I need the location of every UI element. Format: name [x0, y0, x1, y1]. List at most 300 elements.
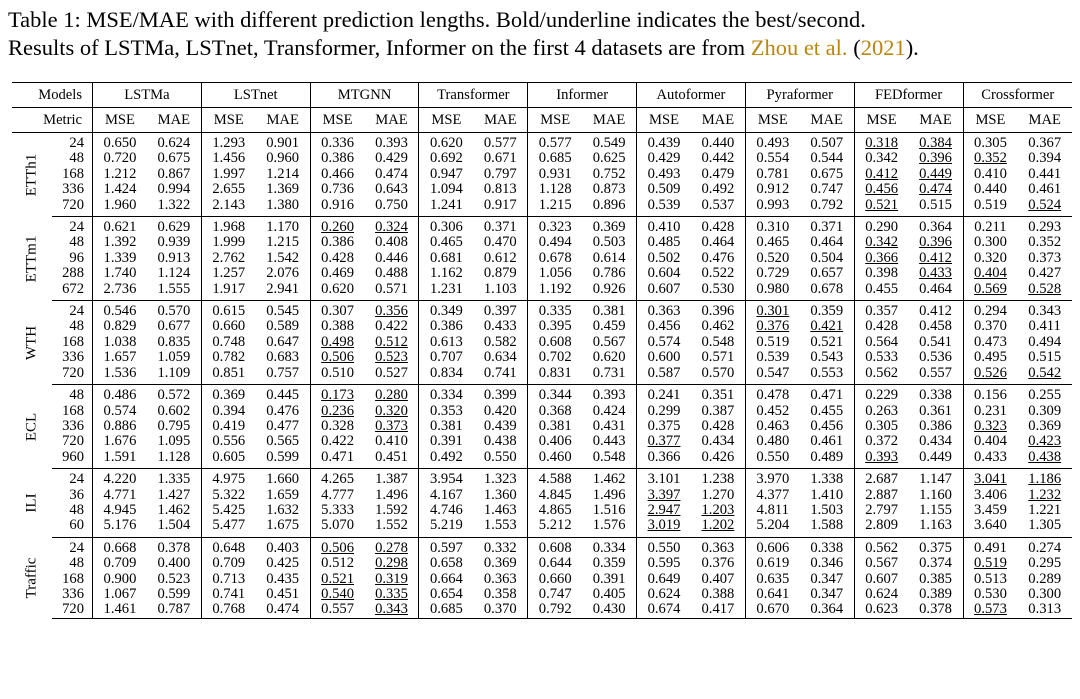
- cell-value: 0.553: [810, 364, 844, 381]
- cell-value: 0.502: [647, 249, 681, 266]
- cell-value: 0.307: [321, 303, 354, 320]
- table-cell: [528, 151, 582, 166]
- table-cell: [256, 419, 310, 434]
- table-cell: [528, 167, 582, 182]
- cell-value: 1.369: [266, 181, 300, 198]
- table-cell: [365, 251, 419, 266]
- cell-value: 0.720: [103, 150, 137, 167]
- cell-value: 0.624: [865, 585, 899, 602]
- cell-value: 0.512: [375, 333, 408, 350]
- model-header: LSTnet: [201, 83, 310, 108]
- table-cell: [365, 537, 419, 556]
- cell-value: 0.428: [865, 318, 899, 335]
- cell-value: 0.741: [212, 585, 246, 602]
- table-cell: [310, 251, 364, 266]
- table-cell: [637, 556, 691, 571]
- cell-value: 1.155: [919, 501, 952, 518]
- table-cell: [1017, 503, 1072, 518]
- table-cell: [854, 556, 908, 571]
- cell-value: 0.786: [592, 265, 626, 282]
- table-cell: [473, 235, 527, 250]
- cell-value: 0.886: [103, 417, 137, 434]
- cell-value: 0.396: [919, 150, 952, 167]
- cell-value: 1.232: [1028, 486, 1062, 503]
- cell-value: 0.597: [429, 539, 463, 556]
- table-cell: [419, 319, 473, 334]
- cell-value: 0.519: [974, 555, 1007, 572]
- table-cell: [745, 572, 799, 587]
- table-cell: [854, 537, 908, 556]
- cell-value: 0.438: [1028, 448, 1062, 465]
- cell-value: 0.404: [974, 433, 1007, 450]
- table-cell: [963, 434, 1017, 449]
- table-cell: [365, 282, 419, 301]
- cell-value: 0.451: [266, 585, 300, 602]
- prediction-length: 168: [52, 335, 92, 350]
- cell-value: 0.300: [974, 234, 1007, 251]
- cell-value: 0.324: [375, 219, 408, 236]
- table-cell: [582, 366, 636, 385]
- cell-value: 0.373: [375, 417, 408, 434]
- table-cell: [745, 350, 799, 365]
- cell-value: 0.301: [756, 303, 790, 320]
- cell-value: 0.526: [974, 364, 1007, 381]
- dataset-label: ETTh1: [23, 153, 40, 197]
- table-cell: [691, 182, 745, 197]
- table-cell: [528, 419, 582, 434]
- cell-value: 0.347: [810, 585, 844, 602]
- cell-value: 3.101: [647, 471, 681, 488]
- table-cell: [147, 404, 201, 419]
- table-cell: [473, 198, 527, 217]
- cell-value: 0.599: [266, 448, 300, 465]
- table-cell: [365, 434, 419, 449]
- table-cell: [93, 572, 147, 587]
- table-cell: [147, 488, 201, 503]
- table-cell: [800, 266, 854, 281]
- caption-paren-close: ).: [905, 35, 919, 60]
- table-cell: [310, 419, 364, 434]
- table-cell: [93, 301, 147, 320]
- cell-value: 0.620: [429, 135, 463, 151]
- cell-value: 0.491: [974, 539, 1007, 556]
- table-cell: [201, 404, 255, 419]
- table-cell: [800, 319, 854, 334]
- cell-value: 0.359: [810, 303, 844, 320]
- cell-value: 1.293: [212, 135, 246, 151]
- table-cell: [256, 556, 310, 571]
- cell-value: 0.456: [865, 181, 899, 198]
- metric-label: Metric: [12, 108, 93, 133]
- table-cell: [854, 133, 908, 152]
- table-cell: [963, 251, 1017, 266]
- cell-value: 2.887: [865, 486, 899, 503]
- cell-value: 0.587: [647, 364, 681, 381]
- table-cell: [909, 556, 963, 571]
- cell-value: 0.391: [429, 433, 463, 450]
- cell-value: 0.434: [919, 433, 952, 450]
- cell-value: 0.479: [701, 165, 735, 182]
- cell-value: 0.456: [810, 417, 844, 434]
- cell-value: 0.412: [865, 165, 899, 182]
- cell-value: 0.310: [756, 219, 790, 236]
- table-cell: [310, 572, 364, 587]
- cell-value: 0.353: [429, 402, 463, 419]
- prediction-length: 720: [52, 198, 92, 217]
- cell-value: 0.834: [429, 364, 463, 381]
- cell-value: 0.912: [756, 181, 790, 198]
- model-header: Pyraformer: [745, 83, 854, 108]
- table-cell: [201, 488, 255, 503]
- cell-value: 0.388: [701, 585, 735, 602]
- cell-value: 0.381: [538, 417, 572, 434]
- table-cell: [201, 469, 255, 488]
- cell-value: 1.917: [212, 280, 246, 297]
- cell-value: 0.449: [919, 448, 952, 465]
- table-cell: [473, 350, 527, 365]
- table-cell: [1017, 518, 1072, 537]
- table-cell: [365, 335, 419, 350]
- cell-value: 0.492: [701, 181, 735, 198]
- metric-header: MAE: [582, 108, 636, 133]
- table-cell: [147, 556, 201, 571]
- cell-value: 0.433: [483, 318, 517, 335]
- cell-value: 0.386: [429, 318, 463, 335]
- dataset-label-cell: [12, 385, 52, 469]
- table-cell: [528, 182, 582, 197]
- metric-header-row: [12, 108, 1072, 133]
- prediction-length: 48: [52, 235, 92, 250]
- cell-value: 4.945: [103, 501, 137, 518]
- table-cell: [691, 537, 745, 556]
- table-cell: [93, 350, 147, 365]
- table-cell: [256, 385, 310, 404]
- cell-value: 0.434: [701, 433, 735, 450]
- table-cell: [582, 572, 636, 587]
- table-cell: [93, 335, 147, 350]
- cell-value: 0.342: [865, 150, 899, 167]
- cell-value: 0.574: [103, 402, 137, 419]
- table-cell: [1017, 469, 1072, 488]
- table-cell: [582, 217, 636, 236]
- cell-value: 0.371: [483, 219, 517, 236]
- table-cell: [691, 301, 745, 320]
- table-cell: [745, 182, 799, 197]
- citation-link-author[interactable]: Zhou et al.: [750, 35, 848, 60]
- table-cell: [473, 518, 527, 537]
- table-cell: [582, 404, 636, 419]
- table-cell: [691, 518, 745, 537]
- cell-value: 0.607: [865, 570, 899, 587]
- cell-value: 0.557: [919, 364, 952, 381]
- table-cell: [93, 133, 147, 152]
- cell-value: 0.544: [810, 150, 844, 167]
- cell-value: 0.648: [212, 539, 246, 556]
- table-cell: [800, 419, 854, 434]
- table-row: [12, 167, 1072, 182]
- cell-value: 0.397: [483, 303, 517, 320]
- cell-value: 0.477: [266, 417, 300, 434]
- cell-value: 1.462: [157, 501, 191, 518]
- cell-value: 0.393: [592, 387, 626, 404]
- table-cell: [365, 404, 419, 419]
- table-cell: [528, 385, 582, 404]
- table-cell: [365, 133, 419, 152]
- cell-value: 0.994: [157, 181, 191, 198]
- table-cell: [637, 419, 691, 434]
- cell-value: 0.685: [538, 150, 572, 167]
- table-cell: [147, 350, 201, 365]
- table-cell: [854, 282, 908, 301]
- cell-value: 1.592: [375, 501, 408, 518]
- cell-value: 1.339: [103, 249, 137, 266]
- table-cell: [582, 301, 636, 320]
- cell-value: 0.494: [538, 234, 572, 251]
- table-cell: [637, 182, 691, 197]
- cell-value: 0.543: [810, 349, 844, 366]
- cell-value: 0.156: [974, 387, 1007, 404]
- table-cell: [691, 450, 745, 469]
- table-cell: [1017, 266, 1072, 281]
- table-cell: [93, 198, 147, 217]
- cell-value: 3.954: [429, 471, 463, 488]
- table-cell: [854, 587, 908, 602]
- table-cell: [1017, 198, 1072, 217]
- table-cell: [963, 572, 1017, 587]
- cell-value: 0.449: [919, 165, 952, 182]
- cell-value: 0.495: [974, 349, 1007, 366]
- cell-value: 0.547: [756, 364, 790, 381]
- table-cell: [310, 151, 364, 166]
- cell-value: 0.451: [375, 448, 408, 465]
- table-cell: [256, 404, 310, 419]
- table-cell: [419, 301, 473, 320]
- table-cell: [93, 151, 147, 166]
- table-cell: [800, 385, 854, 404]
- table-cell: [909, 301, 963, 320]
- cell-value: 0.367: [1028, 135, 1062, 151]
- table-cell: [691, 151, 745, 166]
- table-cell: [800, 404, 854, 419]
- cell-value: 1.338: [810, 471, 844, 488]
- cell-value: 0.440: [701, 135, 735, 151]
- table-cell: [256, 151, 310, 166]
- cell-value: 0.295: [1028, 555, 1062, 572]
- cell-value: 0.410: [647, 219, 681, 236]
- metric-header: MSE: [637, 108, 691, 133]
- cell-value: 0.624: [157, 135, 191, 151]
- cell-value: 0.476: [701, 249, 735, 266]
- table-cell: [310, 488, 364, 503]
- table-cell: [473, 419, 527, 434]
- table-cell: [473, 167, 527, 182]
- table-cell: [854, 167, 908, 182]
- table-cell: [637, 385, 691, 404]
- table-cell: [1017, 282, 1072, 301]
- table-cell: [256, 488, 310, 503]
- cell-value: 0.461: [810, 433, 844, 450]
- table-cell: [473, 217, 527, 236]
- cell-value: 0.678: [538, 249, 572, 266]
- cell-value: 0.173: [321, 387, 354, 404]
- table-cell: [691, 404, 745, 419]
- cell-value: 0.515: [1028, 349, 1062, 366]
- table-cell: [745, 282, 799, 301]
- cell-value: 0.670: [756, 601, 790, 618]
- cell-value: 0.530: [701, 280, 735, 297]
- cell-value: 1.214: [266, 165, 300, 182]
- cell-value: 1.128: [157, 448, 191, 465]
- table-cell: [854, 151, 908, 166]
- table-cell: [745, 419, 799, 434]
- table-cell: [582, 167, 636, 182]
- cell-value: 4.811: [756, 501, 789, 518]
- cell-value: 4.777: [321, 486, 354, 503]
- table-caption: [8, 6, 1076, 62]
- cell-value: 0.369: [212, 387, 246, 404]
- cell-value: 5.176: [103, 517, 137, 534]
- table-cell: [963, 587, 1017, 602]
- cell-value: 1.504: [157, 517, 191, 534]
- cell-value: 0.393: [865, 448, 899, 465]
- table-cell: [310, 385, 364, 404]
- table-cell: [582, 350, 636, 365]
- table-cell: [745, 133, 799, 152]
- table-cell: [637, 572, 691, 587]
- table-cell: [201, 319, 255, 334]
- cell-value: 0.512: [321, 555, 354, 572]
- cell-value: 0.602: [157, 402, 191, 419]
- table-cell: [473, 366, 527, 385]
- cell-value: 0.541: [919, 333, 952, 350]
- table-cell: [528, 350, 582, 365]
- table-cell: [637, 587, 691, 602]
- caption-line-1: Table 1: MSE/MAE with different prediction lengths. Bold/underline indicates the best/second.: [8, 7, 866, 32]
- cell-value: 0.305: [865, 417, 899, 434]
- cell-value: 0.319: [375, 570, 408, 587]
- cell-value: 0.377: [647, 433, 681, 450]
- metric-header: MSE: [201, 108, 255, 133]
- table-cell: [963, 301, 1017, 320]
- cell-value: 0.357: [865, 303, 899, 320]
- table-cell: [800, 503, 854, 518]
- cell-value: 1.109: [157, 364, 191, 381]
- cell-value: 0.675: [810, 165, 844, 182]
- caption-line-2-text: Results of LSTMa, LSTnet, Transformer, Informer on the first 4 datasets are from: [8, 35, 751, 60]
- cell-value: 0.674: [647, 601, 681, 618]
- cell-value: 0.421: [810, 318, 844, 335]
- table-cell: [637, 151, 691, 166]
- cell-value: 0.376: [701, 555, 735, 572]
- cell-value: 0.504: [810, 249, 844, 266]
- dataset-label-cell: [12, 537, 52, 618]
- cell-value: 0.423: [1028, 433, 1062, 450]
- table-cell: [310, 182, 364, 197]
- table-cell: [473, 301, 527, 320]
- cell-value: 0.537: [701, 196, 735, 213]
- table-cell: [147, 450, 201, 469]
- table-cell: [909, 198, 963, 217]
- cell-value: 1.192: [538, 280, 572, 297]
- cell-value: 0.506: [321, 349, 354, 366]
- cell-value: 0.426: [701, 448, 735, 465]
- cell-value: 1.555: [157, 280, 191, 297]
- cell-value: 0.926: [592, 280, 626, 297]
- cell-value: 0.462: [701, 318, 735, 335]
- table-cell: [93, 450, 147, 469]
- table-cell: [854, 182, 908, 197]
- table-cell: [256, 266, 310, 281]
- table-cell: [800, 251, 854, 266]
- cell-value: 0.681: [429, 249, 463, 266]
- table-row: [12, 404, 1072, 419]
- table-cell: [365, 450, 419, 469]
- table-row: [12, 217, 1072, 236]
- cell-value: 0.510: [321, 364, 354, 381]
- table-cell: [637, 450, 691, 469]
- cell-value: 3.397: [647, 486, 681, 503]
- cell-value: 1.056: [538, 265, 572, 282]
- table-cell: [528, 251, 582, 266]
- prediction-length: 720: [52, 366, 92, 385]
- cell-value: 0.524: [1028, 196, 1062, 213]
- cell-value: 2.736: [103, 280, 137, 297]
- cell-value: 1.552: [375, 517, 408, 534]
- cell-value: 0.405: [592, 585, 626, 602]
- table-cell: [691, 335, 745, 350]
- table-cell: [800, 151, 854, 166]
- table-cell: [909, 235, 963, 250]
- table-cell: [310, 537, 364, 556]
- citation-link-year[interactable]: 2021: [860, 35, 906, 60]
- cell-value: 0.465: [756, 234, 790, 251]
- cell-value: 0.343: [375, 601, 408, 618]
- cell-value: 0.211: [974, 219, 1007, 236]
- cell-value: 0.624: [647, 585, 681, 602]
- table-cell: [800, 167, 854, 182]
- table-cell: [201, 167, 255, 182]
- table-cell: [800, 198, 854, 217]
- models-header-row: [12, 83, 1072, 108]
- table-cell: [93, 217, 147, 236]
- table-cell: [691, 602, 745, 618]
- table-cell: [1017, 587, 1072, 602]
- cell-value: 0.349: [429, 303, 463, 320]
- cell-value: 0.429: [647, 150, 681, 167]
- prediction-length: 336: [52, 182, 92, 197]
- cell-value: 0.781: [756, 165, 790, 182]
- cell-value: 0.879: [483, 265, 517, 282]
- cell-value: 0.493: [647, 165, 681, 182]
- table-cell: [201, 350, 255, 365]
- table-cell: [256, 217, 310, 236]
- cell-value: 0.660: [538, 570, 572, 587]
- table-cell: [528, 266, 582, 281]
- table-cell: [1017, 556, 1072, 571]
- table-cell: [201, 182, 255, 197]
- cell-value: 0.386: [919, 417, 952, 434]
- cell-value: 0.493: [756, 135, 790, 151]
- cell-value: 0.582: [483, 333, 517, 350]
- cell-value: 0.289: [1028, 570, 1062, 587]
- cell-value: 0.473: [974, 333, 1007, 350]
- table-cell: [963, 282, 1017, 301]
- cell-value: 1.462: [592, 471, 626, 488]
- table-cell: [310, 198, 364, 217]
- model-header: Transformer: [419, 83, 528, 108]
- cell-value: 0.363: [483, 570, 517, 587]
- table-cell: [800, 602, 854, 618]
